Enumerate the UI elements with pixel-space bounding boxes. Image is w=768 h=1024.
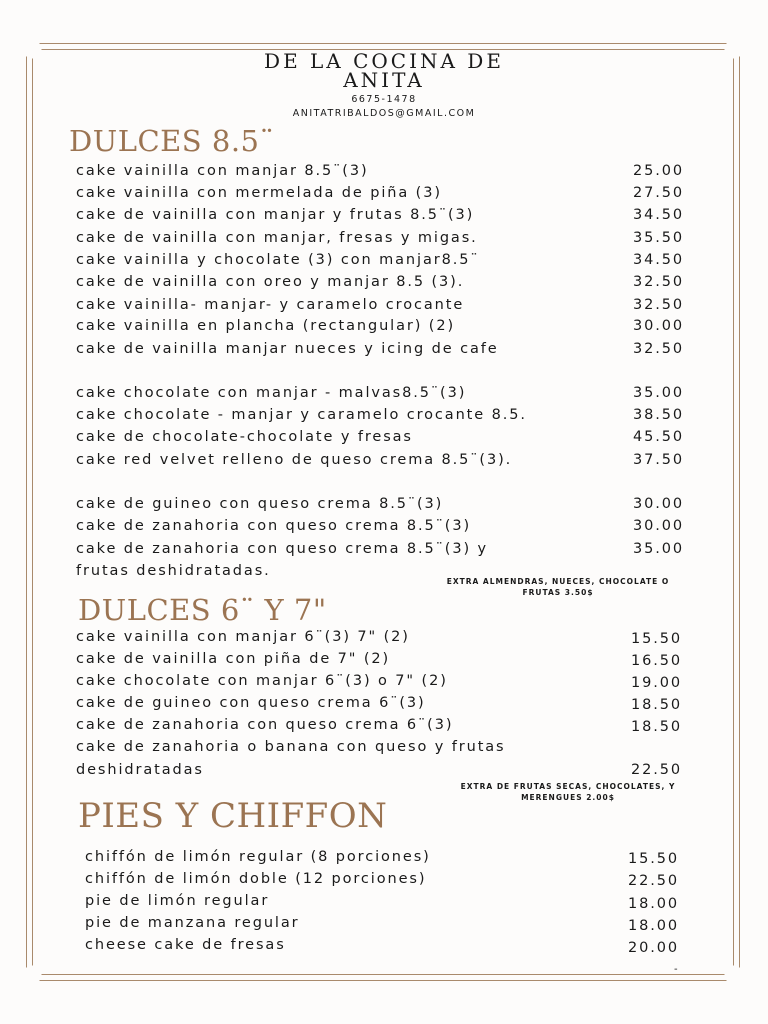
item-name: cake vainilla y chocolate (3) con manjar8.5¨ xyxy=(76,252,480,268)
item-name: chiffón de limón doble (12 porciones) xyxy=(85,871,427,887)
menu-row xyxy=(0,161,768,183)
item-name: cake de chocolate-chocolate y fresas xyxy=(76,429,413,445)
item-price: 19.00 xyxy=(631,675,683,691)
item-price: 45.50 xyxy=(633,429,685,445)
item-price: 32.50 xyxy=(633,274,685,290)
item-price: 18.50 xyxy=(631,719,683,735)
item-price: 18.00 xyxy=(628,896,680,912)
item-price: 37.50 xyxy=(633,452,685,468)
section-title-pies: PIES Y CHIFFON xyxy=(78,796,388,836)
item-price: 35.50 xyxy=(633,230,685,246)
item-price: 30.00 xyxy=(633,496,685,512)
item-price: 15.50 xyxy=(628,851,680,867)
item-name: cake de zanahoria o banana con queso y frutas xyxy=(76,739,506,755)
item-name: cake de vainilla con piña de 7" (2) xyxy=(76,651,391,667)
menu-row xyxy=(0,539,768,561)
item-price: 35.00 xyxy=(633,541,685,557)
menu-row xyxy=(0,913,768,935)
item-price: 32.50 xyxy=(633,341,685,357)
item-name: cake de vainilla con manjar, fresas y migas. xyxy=(76,230,478,246)
item-price: 18.00 xyxy=(628,918,680,934)
menu-row xyxy=(0,228,768,250)
item-name: cake de zanahoria con queso crema 8.5¨(3) y xyxy=(76,541,489,557)
item-name: cake de vainilla con manjar y frutas 8.5¨(3) xyxy=(76,207,475,223)
item-price: 30.00 xyxy=(633,318,685,334)
item-name: deshidratadas xyxy=(76,762,204,778)
item-name: cake vainilla- manjar- y caramelo crocante xyxy=(76,297,465,313)
item-name: cake vainilla con manjar 8.5¨(3) xyxy=(76,163,369,179)
item-name: chiffón de limón regular (8 porciones) xyxy=(85,849,431,865)
item-price: 18.50 xyxy=(631,697,683,713)
menu-row xyxy=(0,693,768,715)
menu-row xyxy=(0,183,768,205)
item-price: 32.50 xyxy=(633,297,685,313)
item-price: 22.50 xyxy=(631,762,683,778)
item-price: 15.50 xyxy=(631,631,683,647)
menu-row xyxy=(0,450,768,472)
brand-title: DE LA COCINA DE ANITA xyxy=(264,49,504,92)
menu-row xyxy=(0,869,768,891)
menu-row xyxy=(0,516,768,538)
item-name: cake de vainilla manjar nueces y icing de cafe xyxy=(76,341,499,357)
item-name: pie de limón regular xyxy=(85,893,270,909)
item-price: 30.00 xyxy=(633,518,685,534)
menu-row xyxy=(0,737,768,759)
menu-row xyxy=(0,405,768,427)
item-name: cake vainilla con manjar 6¨(3) 7" (2) xyxy=(76,629,410,645)
item-name: cake de zanahoria con queso crema 6¨(3) xyxy=(76,717,454,733)
item-name: frutas deshidratadas. xyxy=(76,563,271,579)
item-name: cake de guineo con queso crema 6¨(3) xyxy=(76,695,426,711)
extra-note-dulces-85: EXTRA ALMENDRAS, NUECES, CHOCOLATE O FRUTAS 3.50$ xyxy=(446,577,670,597)
item-price: 38.50 xyxy=(633,407,685,423)
menu-row xyxy=(0,935,768,957)
section-title-dulces-85: DULCES 8.5¨ xyxy=(69,124,275,158)
menu-row xyxy=(0,383,768,405)
item-name: cake vainilla con mermelada de piña (3) xyxy=(76,185,442,201)
item-name: cake red velvet relleno de queso crema 8.5¨(3). xyxy=(76,452,513,468)
menu-row xyxy=(0,891,768,913)
item-price: 20.00 xyxy=(628,940,680,956)
menu-row xyxy=(0,847,768,869)
menu-row xyxy=(0,316,768,338)
item-name: cheese cake de fresas xyxy=(85,937,286,953)
item-name: cake vainilla en plancha (rectangular) (2) xyxy=(76,318,456,334)
menu-row xyxy=(0,715,768,737)
menu-row xyxy=(0,272,768,294)
menu-row xyxy=(0,250,768,272)
menu-row xyxy=(0,494,768,516)
phone-number: 6675-1478 xyxy=(351,94,417,105)
menu-row xyxy=(0,671,768,693)
item-name: cake de guineo con queso crema 8.5¨(3) xyxy=(76,496,444,512)
item-price: 34.50 xyxy=(633,252,685,268)
menu-row xyxy=(0,205,768,227)
item-price: 27.50 xyxy=(633,185,685,201)
menu-row xyxy=(0,649,768,671)
email-address: ANITATRIBALDOS@GMAIL.COM xyxy=(292,108,476,119)
menu-row xyxy=(0,295,768,317)
item-price: 22.50 xyxy=(628,873,680,889)
section-title-dulces-67: DULCES 6¨ Y 7" xyxy=(78,593,327,627)
item-name: cake de zanahoria con queso crema 8.5¨(3) xyxy=(76,518,472,534)
menu-row xyxy=(0,627,768,649)
item-price: 35.00 xyxy=(633,385,685,401)
item-name: cake chocolate con manjar 6¨(3) o 7" (2) xyxy=(76,673,448,689)
menu-row xyxy=(0,339,768,361)
item-name: cake chocolate - manjar y caramelo crocante 8.5. xyxy=(76,407,527,423)
menu-row xyxy=(0,760,768,782)
menu-row xyxy=(0,427,768,449)
extra-note-dulces-67: EXTRA DE FRUTAS SECAS, CHOCOLATES, Y MERENGUES 2.00$ xyxy=(460,782,676,802)
item-name: cake de vainilla con oreo y manjar 8.5 (3). xyxy=(76,274,465,290)
item-name: pie de manzana regular xyxy=(85,915,300,931)
item-price: 16.50 xyxy=(631,653,683,669)
item-price: 25.00 xyxy=(633,163,685,179)
trailing-mark: - xyxy=(674,964,678,975)
item-price: 34.50 xyxy=(633,207,685,223)
item-name: cake chocolate con manjar - malvas8.5¨(3) xyxy=(76,385,467,401)
